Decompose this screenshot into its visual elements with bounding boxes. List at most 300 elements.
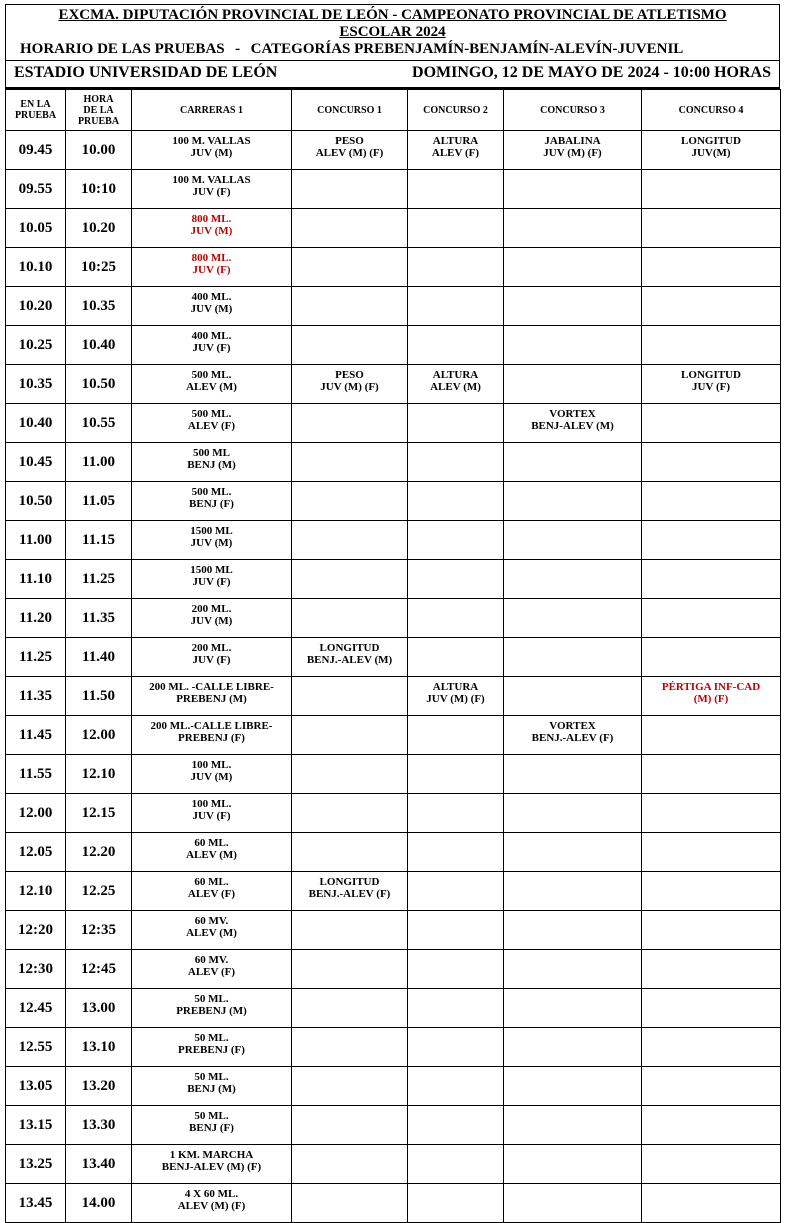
cell-en-prueba: 12.10 (6, 872, 66, 911)
cell-hora: 11.35 (66, 599, 132, 638)
cell-hora: 10.40 (66, 326, 132, 365)
cell-carrera (132, 209, 292, 248)
cell-concurso-3 (504, 638, 642, 677)
cell-line: ALEV (F) (187, 420, 236, 432)
cell-line: JUV (M) (190, 615, 233, 627)
cell-line: 500 ML. (191, 369, 232, 381)
cell-line: BENJ.-ALEV (F) (531, 732, 614, 744)
schedule-table (5, 89, 781, 1223)
cell-concurso-4 (642, 872, 781, 911)
cell-concurso-1 (292, 1028, 408, 1067)
table-row (6, 872, 781, 911)
table-row (6, 638, 781, 677)
cell-hora: 13.10 (66, 1028, 132, 1067)
cell-line: ALEV (M) (186, 849, 237, 861)
table-row (6, 599, 781, 638)
cell-en-prueba: 11.20 (6, 599, 66, 638)
cell-concurso-2 (408, 521, 504, 560)
cell-line: 50 ML. (194, 1071, 229, 1083)
cell-concurso-3 (504, 599, 642, 638)
cell-line: 1500 ML (190, 525, 233, 537)
cell-concurso-3 (504, 209, 642, 248)
cell-hora: 10:10 (66, 170, 132, 209)
cell-hora: 10.20 (66, 209, 132, 248)
cell-concurso-4 (642, 443, 781, 482)
cell-line: ALTURA (432, 135, 479, 147)
cell-concurso-2 (408, 755, 504, 794)
cell-hora: 13.30 (66, 1106, 132, 1145)
cell-en-prueba: 09.55 (6, 170, 66, 209)
cell-hora: 11.15 (66, 521, 132, 560)
cell-concurso-1 (292, 872, 408, 911)
col-concurso-1: CONCURSO 1 (292, 90, 408, 131)
cell-concurso-4 (642, 1184, 781, 1223)
cell-hora: 12:35 (66, 911, 132, 950)
cell-concurso-1 (292, 716, 408, 755)
cell-hora: 12.20 (66, 833, 132, 872)
cell-line: ALEV (M) (430, 381, 481, 393)
cell-line: LONGITUD (681, 369, 741, 381)
cell-carrera (132, 755, 292, 794)
cell-concurso-1 (292, 677, 408, 716)
cell-line: 60 MV. (194, 954, 229, 966)
col-hora: HORA DE LA PRUEBA (66, 90, 132, 131)
cell-line: JUV (M) (190, 147, 233, 159)
cell-hora: 12.25 (66, 872, 132, 911)
cell-concurso-3 (504, 833, 642, 872)
cell-concurso-2 (408, 365, 504, 404)
cell-concurso-1 (292, 1184, 408, 1223)
header-subtitle (6, 41, 779, 60)
table-row (6, 482, 781, 521)
cell-line: ALEV (F) (187, 966, 236, 978)
cell-line: LONGITUD (319, 642, 380, 654)
cell-line: JUV (M) (190, 537, 233, 549)
cell-concurso-1 (292, 1106, 408, 1145)
cell-line: JUV (F) (192, 342, 231, 354)
cell-concurso-1 (292, 638, 408, 677)
cell-concurso-4 (642, 404, 781, 443)
cell-en-prueba: 12:30 (6, 950, 66, 989)
cell-concurso-2 (408, 1106, 504, 1145)
table-row (6, 170, 781, 209)
cell-line: JUV (F) (192, 654, 231, 666)
cell-concurso-2 (408, 404, 504, 443)
cell-line: JUV (F) (192, 264, 231, 276)
cell-concurso-1 (292, 1145, 408, 1184)
cell-line: ALTURA (432, 369, 479, 381)
cell-line: VORTEX (549, 408, 596, 420)
header-separator: - (235, 41, 241, 57)
cell-line: PÉRTIGA INF-CAD (661, 681, 761, 693)
cell-carrera (132, 560, 292, 599)
cell-concurso-4 (642, 1067, 781, 1106)
table-row (6, 287, 781, 326)
table-row (6, 326, 781, 365)
cell-concurso-3 (504, 716, 642, 755)
cell-concurso-4 (642, 482, 781, 521)
cell-hora: 14.00 (66, 1184, 132, 1223)
cell-line: 500 ML. (191, 486, 232, 498)
cell-concurso-3 (504, 287, 642, 326)
cell-concurso-3 (504, 365, 642, 404)
cell-line: 50 ML. (194, 1032, 229, 1044)
cell-line: BENJ.-ALEV (M) (306, 654, 393, 666)
cell-concurso-1 (292, 1067, 408, 1106)
table-row (6, 209, 781, 248)
cell-concurso-2 (408, 911, 504, 950)
cell-line: PESO (335, 369, 364, 381)
cell-concurso-4 (642, 638, 781, 677)
cell-line: BENJ.-ALEV (F) (308, 888, 391, 900)
cell-concurso-4 (642, 1106, 781, 1145)
cell-concurso-3 (504, 1106, 642, 1145)
cell-hora: 13.20 (66, 1067, 132, 1106)
cell-carrera (132, 1028, 292, 1067)
document-header (5, 4, 780, 60)
cell-concurso-2 (408, 989, 504, 1028)
cell-line: 100 M. VALLAS (172, 174, 251, 186)
cell-en-prueba: 10.25 (6, 326, 66, 365)
cell-hora: 11.05 (66, 482, 132, 521)
table-row (6, 716, 781, 755)
cell-en-prueba: 12.45 (6, 989, 66, 1028)
cell-hora: 12.00 (66, 716, 132, 755)
cell-line: JUV (F) (192, 810, 231, 822)
table-row (6, 443, 781, 482)
cell-carrera (132, 599, 292, 638)
venue-name: ESTADIO UNIVERSIDAD DE LEÓN (14, 64, 278, 81)
cell-concurso-1 (292, 443, 408, 482)
cell-carrera (132, 365, 292, 404)
table-row (6, 248, 781, 287)
cell-concurso-4 (642, 716, 781, 755)
cell-carrera (132, 911, 292, 950)
cell-concurso-3 (504, 911, 642, 950)
cell-en-prueba: 10.45 (6, 443, 66, 482)
cell-hora: 10.55 (66, 404, 132, 443)
venue-bar (5, 60, 780, 89)
col-concurso-2: CONCURSO 2 (408, 90, 504, 131)
cell-carrera (132, 1184, 292, 1223)
cell-line: ALEV (M) (186, 381, 237, 393)
col-en-prueba: EN LA PRUEBA (6, 90, 66, 131)
cell-line: JUV (M) (F) (426, 693, 485, 705)
cell-line: ALEV (M) (F) (315, 147, 384, 159)
cell-hora: 10:25 (66, 248, 132, 287)
cell-concurso-1 (292, 911, 408, 950)
cell-line: 100 ML. (191, 798, 232, 810)
cell-concurso-2 (408, 716, 504, 755)
cell-concurso-3 (504, 950, 642, 989)
cell-concurso-2 (408, 599, 504, 638)
cell-concurso-3 (504, 794, 642, 833)
cell-concurso-4 (642, 326, 781, 365)
cell-concurso-2 (408, 170, 504, 209)
cell-line: VORTEX (549, 720, 596, 732)
cell-concurso-1 (292, 287, 408, 326)
cell-line: 800 ML. (191, 252, 232, 264)
cell-line: ALEV (F) (431, 147, 480, 159)
cell-concurso-3 (504, 1184, 642, 1223)
cell-carrera (132, 482, 292, 521)
table-row (6, 833, 781, 872)
event-date: DOMINGO, 12 DE MAYO DE 2024 - 10:00 HORAS (412, 64, 771, 81)
cell-line: 100 ML. (191, 759, 232, 771)
cell-concurso-2 (408, 209, 504, 248)
cell-line: JUV (F) (192, 576, 231, 588)
cell-concurso-4 (642, 365, 781, 404)
cell-line: 500 ML (193, 447, 230, 459)
cell-en-prueba: 12.05 (6, 833, 66, 872)
cell-en-prueba: 10.20 (6, 287, 66, 326)
cell-concurso-1 (292, 326, 408, 365)
cell-line: JUV(M) (691, 147, 731, 159)
cell-hora: 11.25 (66, 560, 132, 599)
cell-concurso-1 (292, 209, 408, 248)
cell-en-prueba: 10.50 (6, 482, 66, 521)
cell-line: JUV (F) (692, 381, 730, 393)
cell-concurso-4 (642, 911, 781, 950)
cell-line: JUV (M) (190, 303, 233, 315)
table-row (6, 365, 781, 404)
col-concurso-4: CONCURSO 4 (642, 90, 781, 131)
cell-line: 200 ML.-CALLE LIBRE- (150, 720, 273, 732)
table-row (6, 560, 781, 599)
cell-carrera (132, 716, 292, 755)
cell-line: 60 MV. (194, 915, 229, 927)
cell-concurso-2 (408, 131, 504, 170)
table-row (6, 677, 781, 716)
cell-concurso-1 (292, 482, 408, 521)
cell-concurso-3 (504, 1145, 642, 1184)
cell-concurso-3 (504, 521, 642, 560)
cell-carrera (132, 131, 292, 170)
cell-concurso-3 (504, 404, 642, 443)
cell-concurso-4 (642, 248, 781, 287)
cell-carrera (132, 677, 292, 716)
cell-en-prueba: 11.45 (6, 716, 66, 755)
cell-en-prueba: 13.25 (6, 1145, 66, 1184)
table-row (6, 131, 781, 170)
cell-concurso-1 (292, 170, 408, 209)
cell-line: (M) (F) (693, 693, 729, 705)
cell-line: 400 ML. (191, 291, 232, 303)
cell-en-prueba: 12:20 (6, 911, 66, 950)
cell-line: LONGITUD (319, 876, 380, 888)
cell-concurso-3 (504, 326, 642, 365)
cell-concurso-3 (504, 1067, 642, 1106)
cell-concurso-2 (408, 1067, 504, 1106)
table-row (6, 794, 781, 833)
cell-concurso-1 (292, 950, 408, 989)
cell-line: 50 ML. (194, 993, 229, 1005)
cell-concurso-2 (408, 248, 504, 287)
header-year: ESCOLAR 2024 (339, 24, 446, 40)
cell-concurso-2 (408, 1028, 504, 1067)
cell-concurso-4 (642, 560, 781, 599)
cell-concurso-3 (504, 872, 642, 911)
cell-concurso-3 (504, 560, 642, 599)
cell-carrera (132, 872, 292, 911)
cell-hora: 12.15 (66, 794, 132, 833)
col-carreras: CARRERAS 1 (132, 90, 292, 131)
cell-concurso-3 (504, 248, 642, 287)
cell-line: ALEV (F) (187, 888, 236, 900)
cell-concurso-3 (504, 1028, 642, 1067)
cell-line: ALEV (M) (186, 927, 237, 939)
table-row (6, 911, 781, 950)
cell-carrera (132, 1106, 292, 1145)
table-row (6, 989, 781, 1028)
cell-concurso-3 (504, 170, 642, 209)
cell-concurso-2 (408, 1184, 504, 1223)
cell-concurso-1 (292, 794, 408, 833)
cell-line: 500 ML. (191, 408, 232, 420)
cell-line: 60 ML. (194, 837, 229, 849)
cell-line: JUV (F) (192, 186, 231, 198)
cell-concurso-4 (642, 521, 781, 560)
cell-line: 1 KM. MARCHA (169, 1149, 254, 1161)
cell-concurso-4 (642, 1028, 781, 1067)
cell-concurso-2 (408, 443, 504, 482)
table-row (6, 1184, 781, 1223)
cell-carrera (132, 287, 292, 326)
cell-carrera (132, 443, 292, 482)
cell-concurso-2 (408, 677, 504, 716)
cell-hora: 10.00 (66, 131, 132, 170)
cell-concurso-3 (504, 989, 642, 1028)
cell-en-prueba: 13.05 (6, 1067, 66, 1106)
cell-concurso-2 (408, 794, 504, 833)
table-header-row (6, 90, 781, 131)
cell-hora: 10.50 (66, 365, 132, 404)
table-row (6, 755, 781, 794)
cell-line: PESO (335, 135, 364, 147)
cell-carrera (132, 794, 292, 833)
col-concurso-3: CONCURSO 3 (504, 90, 642, 131)
cell-concurso-2 (408, 950, 504, 989)
cell-en-prueba: 13.45 (6, 1184, 66, 1223)
cell-concurso-1 (292, 833, 408, 872)
table-row (6, 1106, 781, 1145)
cell-concurso-2 (408, 638, 504, 677)
cell-concurso-1 (292, 755, 408, 794)
cell-concurso-4 (642, 287, 781, 326)
cell-carrera (132, 170, 292, 209)
cell-line: BENJ-ALEV (M) (F) (161, 1161, 262, 1173)
cell-concurso-4 (642, 950, 781, 989)
cell-en-prueba: 11.55 (6, 755, 66, 794)
cell-concurso-3 (504, 677, 642, 716)
header-schedule-label: HORARIO DE LAS PRUEBAS (20, 41, 225, 57)
cell-line: JUV (M) (F) (320, 381, 379, 393)
cell-hora: 12.10 (66, 755, 132, 794)
cell-carrera (132, 950, 292, 989)
cell-concurso-1 (292, 131, 408, 170)
cell-en-prueba: 10.40 (6, 404, 66, 443)
cell-concurso-2 (408, 833, 504, 872)
cell-concurso-3 (504, 755, 642, 794)
cell-line: LONGITUD (681, 135, 741, 147)
cell-line: 50 ML. (194, 1110, 229, 1122)
cell-concurso-4 (642, 833, 781, 872)
cell-hora: 10.35 (66, 287, 132, 326)
cell-concurso-2 (408, 287, 504, 326)
cell-line: 200 ML. -CALLE LIBRE- (149, 681, 274, 693)
cell-carrera (132, 1145, 292, 1184)
cell-line: PREBENJ (F) (178, 1044, 245, 1056)
cell-concurso-2 (408, 1145, 504, 1184)
cell-concurso-4 (642, 131, 781, 170)
cell-concurso-1 (292, 521, 408, 560)
cell-concurso-4 (642, 1145, 781, 1184)
cell-line: 4 X 60 ML. (184, 1188, 239, 1200)
cell-hora: 12:45 (66, 950, 132, 989)
cell-line: 1500 ML (190, 564, 233, 576)
cell-concurso-1 (292, 365, 408, 404)
schedule-document (5, 4, 780, 1223)
cell-en-prueba: 11.35 (6, 677, 66, 716)
cell-line: 800 ML. (191, 213, 232, 225)
table-row (6, 1067, 781, 1106)
cell-line: PREBENJ (F) (178, 732, 245, 744)
cell-concurso-1 (292, 248, 408, 287)
header-title: EXCMA. DIPUTACIÓN PROVINCIAL DE LEÓN - CAMPEONATO PROVINCIAL DE ATLETISMO (58, 7, 727, 23)
table-row (6, 404, 781, 443)
cell-line: ALEV (M) (F) (177, 1200, 246, 1212)
cell-line: JUV (M) (F) (543, 147, 602, 159)
cell-carrera (132, 326, 292, 365)
cell-en-prueba: 11.25 (6, 638, 66, 677)
cell-line: JUV (M) (190, 225, 233, 237)
cell-hora: 11.40 (66, 638, 132, 677)
cell-line: BENJ (F) (189, 498, 234, 510)
cell-carrera (132, 833, 292, 872)
table-row (6, 1028, 781, 1067)
cell-en-prueba: 09.45 (6, 131, 66, 170)
cell-line: BENJ (M) (187, 459, 236, 471)
cell-line: BENJ-ALEV (M) (531, 420, 614, 432)
header-categories: CATEGORÍAS PREBENJAMÍN-BENJAMÍN-ALEVÍN-JUVENIL (250, 41, 684, 57)
cell-concurso-4 (642, 755, 781, 794)
cell-line: 400 ML. (191, 330, 232, 342)
cell-line: 200 ML. (191, 642, 232, 654)
cell-concurso-1 (292, 560, 408, 599)
cell-hora: 11.50 (66, 677, 132, 716)
cell-en-prueba: 11.00 (6, 521, 66, 560)
cell-concurso-2 (408, 326, 504, 365)
table-row (6, 1145, 781, 1184)
cell-carrera (132, 404, 292, 443)
cell-concurso-4 (642, 209, 781, 248)
cell-line: PREBENJ (M) (176, 693, 247, 705)
cell-concurso-2 (408, 482, 504, 521)
cell-concurso-1 (292, 599, 408, 638)
cell-carrera (132, 521, 292, 560)
cell-carrera (132, 248, 292, 287)
cell-en-prueba: 10.05 (6, 209, 66, 248)
cell-carrera (132, 638, 292, 677)
cell-carrera (132, 989, 292, 1028)
cell-concurso-4 (642, 170, 781, 209)
cell-line: 200 ML. (191, 603, 232, 615)
cell-hora: 13.40 (66, 1145, 132, 1184)
cell-en-prueba: 10.10 (6, 248, 66, 287)
cell-hora: 11.00 (66, 443, 132, 482)
cell-concurso-1 (292, 989, 408, 1028)
cell-concurso-3 (504, 482, 642, 521)
